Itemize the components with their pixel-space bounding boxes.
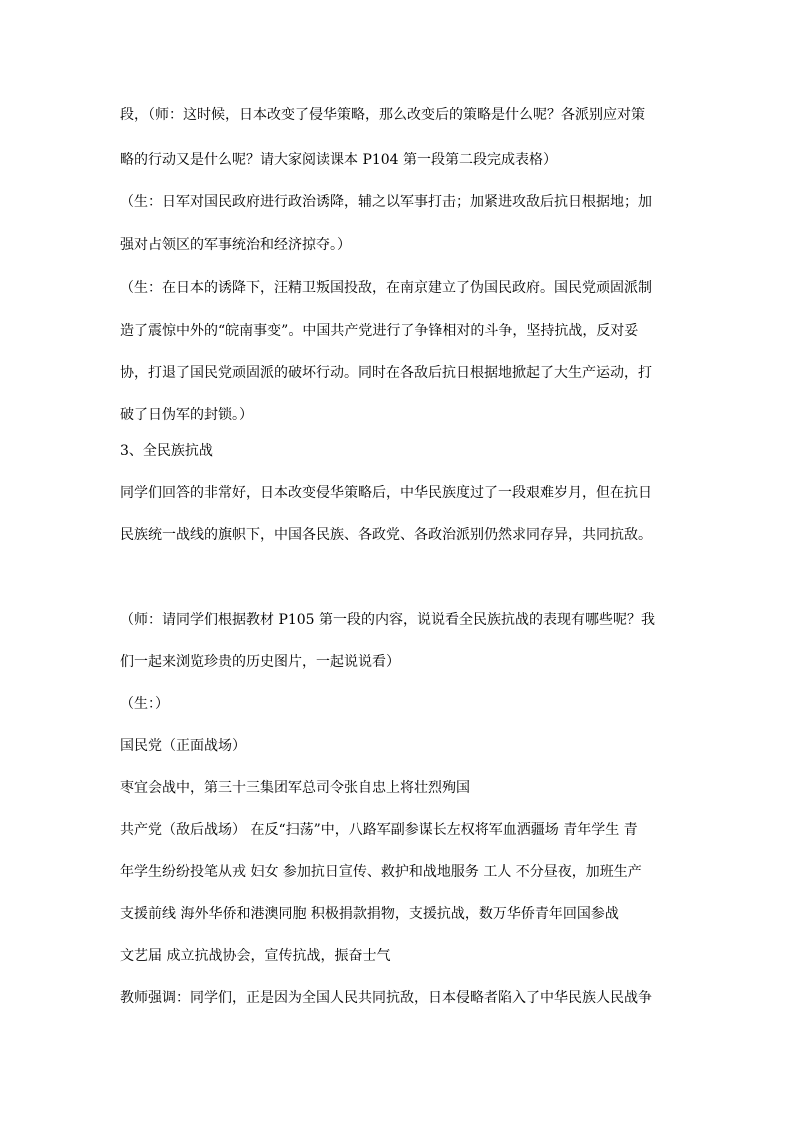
- text-line: 略的行动又是什么呢？请大家阅读课本 P104 第一段第二段完成表格）: [120, 152, 558, 168]
- text-line: （师：请同学们根据教材 P105 第一段的内容，说说看全民族抗战的表现有哪些呢？我: [120, 612, 656, 628]
- text-line: （生：）: [120, 696, 169, 712]
- text-line: 国民党（正面战场）: [120, 738, 246, 754]
- text-line: 共产党（敌后战场） 在反“扫荡”中，八路军副参谋长左权将军血洒疆场 青年学生 青: [120, 822, 638, 838]
- text-line: （生：在日本的诱降下，汪精卫叛国投敌，在南京建立了伪国民政府。国民党顽固派制: [120, 280, 652, 296]
- text-line: 协，打退了国民党顽固派的破坏行动。同时在各敌后抗日根据地掀起了大生产运动，打: [120, 365, 652, 381]
- section-heading: 3、全民族抗战: [120, 443, 213, 459]
- text-line: 枣宜会战中，第三十三集团军总司令张自忠上将壮烈殉国: [120, 780, 470, 796]
- text-line: 破了日伪军的封锁。）: [120, 407, 253, 423]
- text-line: 们一起来浏览珍贵的历史图片，一起说说看）: [120, 654, 400, 670]
- text-line: 民族统一战线的旗帜下，中国各民族、各政党、各政治派别仍然求同存异，共同抗敌。: [120, 527, 652, 543]
- text-line: 教师强调：同学们，正是因为全国人民共同抗敌，日本侵略者陷入了中华民族人民战争: [120, 990, 652, 1006]
- text-line: 强对占领区的军事统治和经济掠夺。）: [120, 237, 351, 253]
- text-line: 段，（师：这时候，日本改变了侵华策略，那么改变后的策略是什么呢？各派别应对策: [120, 107, 645, 123]
- text-line: 造了震惊中外的“皖南事变”。中国共产党进行了争锋相对的斗争，坚持抗战，反对妥: [120, 323, 639, 339]
- text-line: （生：日军对国民政府进行政治诱降，辅之以军事打击；加紧进攻敌后抗日根据地；加: [120, 194, 652, 210]
- text-line: 同学们回答的非常好，日本改变侵华策略后，中华民族度过了一段艰难岁月，但在抗日: [120, 485, 652, 501]
- text-line: 年学生纷纷投笔从戎 妇女 参加抗日宣传、救护和战地服务 工人 不分昼夜，加班生产: [120, 864, 642, 880]
- text-line: 文艺届 成立抗战协会，宣传抗战，振奋士气: [120, 948, 391, 964]
- text-line: 支援前线 海外华侨和港澳同胞 积极捐款捐物，支援抗战，数万华侨青年回国参战: [120, 906, 619, 922]
